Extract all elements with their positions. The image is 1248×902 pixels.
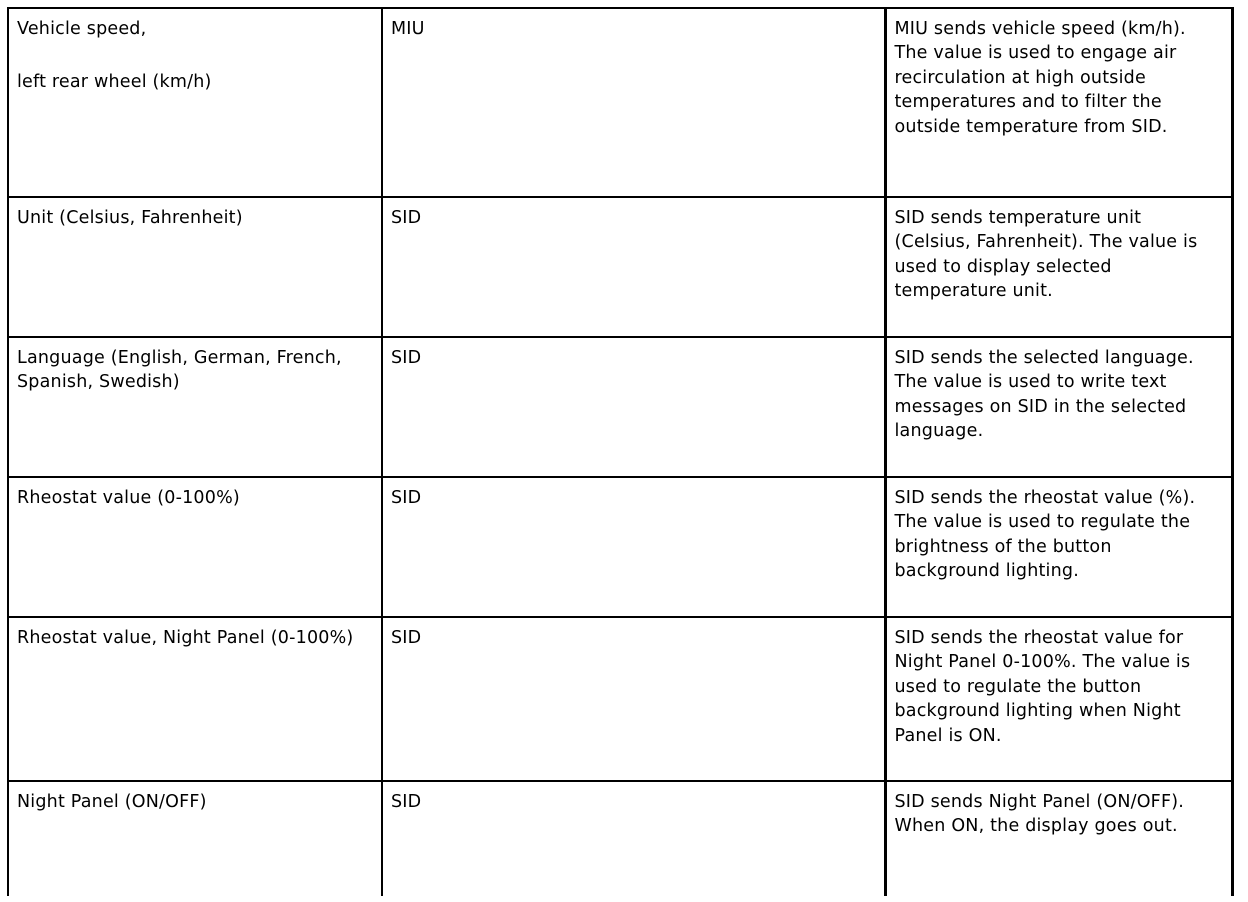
description-text: MIU sends vehicle speed (km/h). The value is used to engage air recirculation at high outside temperatures and to filter the outside temperature from SID.: [894, 19, 1186, 137]
source-cell: [382, 477, 885, 617]
signal-cell: [8, 8, 382, 197]
description-cell: [885, 617, 1232, 781]
description-text: SID sends the rheostat value (%). The value is used to regulate the brightness of the button background lighting.: [894, 488, 1196, 582]
description-cell: [885, 8, 1232, 197]
signal-name-line1: Vehicle speed,: [17, 19, 147, 39]
signal-name: Night Panel (ON/OFF): [17, 792, 207, 812]
description-text: SID sends Night Panel (ON/OFF). When ON, the display goes out.: [894, 792, 1185, 837]
signal-cell: [8, 337, 382, 477]
source-cell: [382, 337, 885, 477]
description-cell: [885, 197, 1232, 337]
source-cell: [382, 8, 885, 197]
source-name: SID: [391, 628, 422, 648]
signal-cell: [8, 477, 382, 617]
table-row: [8, 197, 1232, 337]
source-name: MIU: [391, 19, 425, 39]
table-row: [8, 8, 1232, 197]
description-text: SID sends temperature unit (Celsius, Fahrenheit). The value is used to display selected temperature unit.: [894, 208, 1198, 302]
signal-name: Rheostat value (0-100%): [17, 488, 240, 508]
source-name: SID: [391, 348, 422, 368]
description-cell: [885, 781, 1232, 896]
signal-table: [7, 7, 1234, 896]
source-cell: [382, 197, 885, 337]
signal-name: Unit (Celsius, Fahrenheit): [17, 208, 243, 228]
signal-name: Rheostat value, Night Panel (0-100%): [17, 628, 354, 648]
description-cell: [885, 477, 1232, 617]
source-cell: [382, 617, 885, 781]
signal-cell: [8, 197, 382, 337]
table-row: [8, 337, 1232, 477]
description-cell: [885, 337, 1232, 477]
signal-cell: [8, 617, 382, 781]
description-text: SID sends the rheostat value for Night Panel 0-100%. The value is used to regulate the button background lighting when Night Panel is ON.: [894, 628, 1191, 746]
description-text: SID sends the selected language. The value is used to write text messages on SID in the selected language.: [894, 348, 1194, 442]
signal-name: Language (English, German, French, Spanish, Swedish): [17, 348, 342, 393]
signal-name-line2: left rear wheel (km/h): [17, 72, 212, 93]
source-name: SID: [391, 792, 422, 812]
source-name: SID: [391, 208, 422, 228]
table-row: [8, 477, 1232, 617]
table-row: [8, 781, 1232, 896]
signal-cell: [8, 781, 382, 896]
source-cell: [382, 781, 885, 896]
table-row: [8, 617, 1232, 781]
source-name: SID: [391, 488, 422, 508]
